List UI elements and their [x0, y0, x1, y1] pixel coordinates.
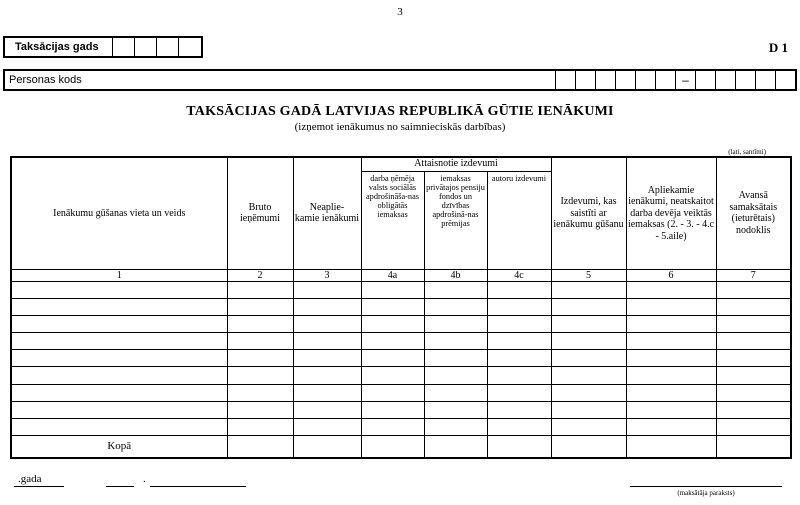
table-cell[interactable] [361, 419, 424, 436]
header-non-taxable-income: Neaplie- kamie ienākumi [293, 157, 361, 269]
total-cell[interactable] [551, 436, 626, 458]
year-label: .gada [18, 473, 42, 485]
table-cell[interactable] [361, 298, 424, 315]
column-number-row [11, 269, 791, 281]
personal-code-digit-8[interactable] [715, 71, 735, 89]
table-cell[interactable] [487, 281, 551, 298]
personal-code-digit-11[interactable] [775, 71, 795, 89]
header-income-source: Ienākumu gūšanas vieta un veids [11, 157, 227, 269]
table-cell[interactable] [424, 298, 487, 315]
table-cell[interactable] [11, 298, 227, 315]
personal-code-digit-2[interactable] [575, 71, 595, 89]
personal-code-digit-9[interactable] [735, 71, 755, 89]
column-number: 1 [11, 269, 227, 281]
personal-code-digit-7[interactable] [695, 71, 715, 89]
header-author-expenses: autoru izdevumi [487, 171, 551, 269]
table-cell[interactable] [293, 367, 361, 384]
table-cell[interactable] [361, 315, 424, 332]
table-cell[interactable] [487, 384, 551, 401]
table-cell[interactable] [424, 350, 487, 367]
table-row [11, 315, 791, 332]
personal-code-digit-10[interactable] [755, 71, 775, 89]
column-number: 4a [361, 269, 424, 281]
table-cell[interactable] [716, 315, 791, 332]
table-row [11, 298, 791, 315]
table-row [11, 350, 791, 367]
header-pension-contributions: iemaksas privātajos pensiju fondos un dzīvības apdrošinā-nas prēmijas [424, 171, 487, 269]
day-blank[interactable] [106, 486, 134, 487]
table-cell[interactable] [551, 281, 626, 298]
table-cell[interactable] [293, 298, 361, 315]
header-justified-expenses: Attaisnotie izdevumi [361, 157, 551, 171]
total-cell[interactable] [293, 436, 361, 458]
column-number: 6 [626, 269, 716, 281]
table-cell[interactable] [11, 281, 227, 298]
total-cell[interactable] [716, 436, 791, 458]
table-cell[interactable] [716, 419, 791, 436]
table-cell[interactable] [227, 350, 293, 367]
column-number: 7 [716, 269, 791, 281]
table-cell[interactable] [361, 384, 424, 401]
table-cell[interactable] [361, 401, 424, 418]
table-cell[interactable] [361, 333, 424, 350]
table-cell[interactable] [487, 315, 551, 332]
table-cell[interactable] [551, 315, 626, 332]
tax-year-digit-2[interactable] [135, 38, 157, 56]
column-number: 2 [227, 269, 293, 281]
table-row [11, 401, 791, 418]
table-cell[interactable] [551, 333, 626, 350]
personal-code-digit-6[interactable] [655, 71, 675, 89]
table-cell[interactable] [227, 315, 293, 332]
table-cell[interactable] [551, 401, 626, 418]
table-cell[interactable] [11, 401, 227, 418]
units-note: (lati, santīmi) [728, 148, 766, 156]
total-cell[interactable] [487, 436, 551, 458]
tax-year-digit-1[interactable] [113, 38, 135, 56]
form-code: D 1 [768, 40, 788, 55]
table-row [11, 333, 791, 350]
personal-code-row [4, 70, 796, 90]
form-subtitle: (izņemot ienākumus no saimnieciskās darbības) [294, 121, 506, 133]
table-row [11, 384, 791, 401]
table-cell[interactable] [626, 367, 716, 384]
table-cell[interactable] [293, 315, 361, 332]
header-income-expenses: Izdevumi, kas saistīti ar ienākumu gūšanu [551, 157, 626, 269]
table-cell[interactable] [487, 333, 551, 350]
table-cell[interactable] [293, 384, 361, 401]
table-cell[interactable] [424, 281, 487, 298]
tax-year-digit-4[interactable] [179, 38, 201, 56]
signature-line[interactable] [630, 486, 782, 487]
table-cell[interactable] [293, 401, 361, 418]
table-cell[interactable] [424, 367, 487, 384]
table-row [11, 419, 791, 436]
form-title: TAKSĀCIJAS GADĀ LATVIJAS REPUBLIKĀ GŪTIE IENĀKUMI [186, 104, 614, 119]
table-row [11, 281, 791, 298]
column-number: 4c [487, 269, 551, 281]
table-cell[interactable] [424, 333, 487, 350]
income-table [10, 156, 792, 459]
total-cell[interactable] [626, 436, 716, 458]
table-cell[interactable] [293, 419, 361, 436]
header-social-contributions: darba ņēmēja valsts sociālās apdrošināša-nas obligātās iemaksas [361, 171, 424, 269]
table-cell[interactable] [293, 333, 361, 350]
table-cell[interactable] [227, 298, 293, 315]
page-number: 3 [397, 6, 403, 18]
table-cell[interactable] [551, 419, 626, 436]
table-cell[interactable] [11, 367, 227, 384]
table-cell[interactable] [626, 298, 716, 315]
table-cell[interactable] [424, 419, 487, 436]
table-cell[interactable] [11, 384, 227, 401]
table-cell[interactable] [361, 350, 424, 367]
table-cell[interactable] [551, 350, 626, 367]
table-cell[interactable] [551, 367, 626, 384]
personal-code-digit-4[interactable] [615, 71, 635, 89]
column-number: 5 [551, 269, 626, 281]
table-cell[interactable] [487, 401, 551, 418]
table-cell[interactable] [716, 401, 791, 418]
header-gross-revenue: Bruto ieņēmumi [227, 157, 293, 269]
table-cell[interactable] [716, 333, 791, 350]
total-cell[interactable] [361, 436, 424, 458]
table-cell[interactable] [487, 350, 551, 367]
column-number: 4b [424, 269, 487, 281]
table-cell[interactable] [551, 384, 626, 401]
table-cell[interactable] [626, 419, 716, 436]
table-cell[interactable] [626, 384, 716, 401]
personal-code-digit-3[interactable] [595, 71, 615, 89]
table-cell[interactable] [551, 298, 626, 315]
signature-caption: (maksātāja paraksts) [677, 489, 735, 497]
table-cell[interactable] [626, 333, 716, 350]
personal-code-digit-1[interactable] [555, 71, 575, 89]
table-cell[interactable] [626, 315, 716, 332]
table-cell[interactable] [487, 367, 551, 384]
tax-year-box [4, 37, 202, 57]
table-cell[interactable] [11, 315, 227, 332]
table-cell[interactable] [716, 298, 791, 315]
table-cell[interactable] [487, 419, 551, 436]
table-cell[interactable] [361, 281, 424, 298]
date-dot: . [143, 473, 146, 485]
table-cell[interactable] [626, 350, 716, 367]
table-cell[interactable] [11, 333, 227, 350]
table-cell[interactable] [716, 384, 791, 401]
year-blank[interactable] [14, 486, 64, 487]
total-cell[interactable] [424, 436, 487, 458]
personal-code-label: Personas kods [9, 74, 82, 86]
table-cell[interactable] [424, 384, 487, 401]
table-cell[interactable] [626, 401, 716, 418]
table-cell[interactable] [227, 281, 293, 298]
table-cell[interactable] [424, 315, 487, 332]
column-number: 3 [293, 269, 361, 281]
month-blank[interactable] [150, 486, 246, 487]
total-row [11, 436, 791, 458]
table-cell[interactable] [227, 367, 293, 384]
table-cell[interactable] [716, 350, 791, 367]
tax-year-digit-3[interactable] [157, 38, 179, 56]
table-cell[interactable] [716, 281, 791, 298]
table-cell[interactable] [716, 367, 791, 384]
personal-code-separator: – [675, 71, 695, 89]
table-cell[interactable] [227, 333, 293, 350]
table-cell[interactable] [293, 350, 361, 367]
table-cell[interactable] [361, 367, 424, 384]
table-cell[interactable] [11, 350, 227, 367]
table-cell[interactable] [424, 401, 487, 418]
personal-code-digit-5[interactable] [635, 71, 655, 89]
table-cell[interactable] [11, 419, 227, 436]
table-row [11, 367, 791, 384]
table-cell[interactable] [227, 419, 293, 436]
table-cell[interactable] [227, 401, 293, 418]
table-cell[interactable] [487, 298, 551, 315]
tax-year-label: Taksācijas gads [5, 38, 113, 56]
header-taxable-income: Apliekamie ienākumi, neatskaitot darba devēja veiktās iemaksas (2. - 3. - 4.c - 5.aile) [626, 157, 716, 269]
table-cell[interactable] [293, 281, 361, 298]
total-label: Kopā [11, 436, 227, 458]
total-cell[interactable] [227, 436, 293, 458]
table-cell[interactable] [227, 384, 293, 401]
header-advance-tax: Avansā samaksātais (ieturētais) nodoklis [716, 157, 791, 269]
table-cell[interactable] [626, 281, 716, 298]
